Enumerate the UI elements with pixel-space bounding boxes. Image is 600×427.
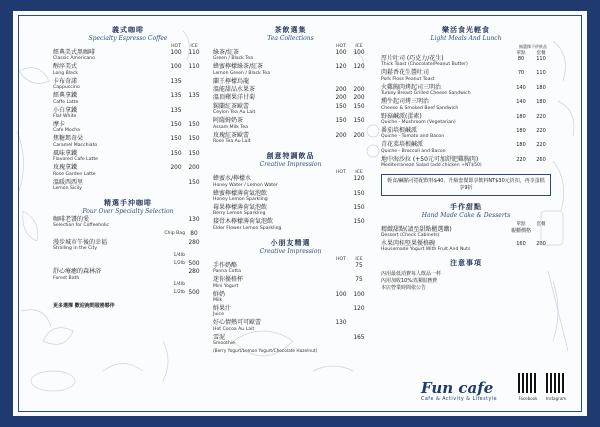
menu-item (213, 191, 368, 204)
pourover-title: 精選手沖咖啡 (104, 199, 152, 208)
item-name-zh: 玫瑰紅茶歐蕾 (213, 131, 250, 139)
item-name-en: Elder Flower Lemon Sparkling (213, 225, 282, 231)
menu-item-name (213, 104, 332, 117)
ice-header: ICE (355, 44, 363, 49)
price-primary: 150 (170, 136, 182, 143)
single-header: 單點 (516, 51, 526, 56)
item-name-zh: 小白拿鐵 (53, 106, 78, 114)
menu-item (213, 219, 368, 232)
menu-item-name (53, 136, 167, 149)
menu-item (213, 50, 368, 63)
item-name-en: Classic Americano (53, 56, 96, 62)
price-primary: 135 (170, 93, 182, 100)
item-name-zh: 厚片吐司 (巧克力/花生) (381, 55, 444, 62)
item-name-zh: 好心情熱可可歐蕾 (213, 319, 262, 327)
facebook-qr-label: Facebook (518, 396, 538, 401)
price-primary: 180 (516, 113, 526, 120)
item-name-en: Flat White (53, 114, 77, 120)
item-name-zh: 鮮果汁 (213, 305, 232, 313)
menu-item (53, 165, 203, 178)
menu-item-name (213, 277, 332, 290)
item-name-zh: 漫步城市午後的幸福 (53, 239, 108, 247)
menu-item-name (53, 50, 167, 63)
menu-item-name (213, 87, 332, 93)
espresso-subtitle: Specialty Espresso Coffee (88, 35, 168, 42)
menu-item (53, 261, 203, 268)
item-name-zh: 經典美式黑咖啡 (53, 49, 96, 56)
dessert-list (381, 227, 551, 254)
price-secondary: 110 (188, 50, 200, 56)
item-name-en: Mediterranean Salad (add chicken +NT$50) (381, 163, 482, 169)
desserts-subtitle: Hand Made Cake & Desserts (421, 211, 511, 219)
tea-subtitle: Tea Collections (267, 35, 314, 42)
tea-list (213, 50, 368, 146)
item-name-en: Housemade Yogurt With Fruit And Nuts (381, 247, 471, 253)
menu-item (53, 231, 203, 238)
menu-item-name (53, 217, 185, 230)
item-name-en: Caffe Latte (53, 99, 79, 105)
item-name-en: Cheese & Smoked Beef Sandwich (381, 105, 459, 111)
item-name-zh: 蘭王檸檬烏龍 (213, 77, 250, 85)
price-primary: 150 (170, 150, 182, 157)
item-name-en: Honey Lemon Sparkling (213, 197, 268, 203)
menu-item (381, 142, 551, 155)
item-name-zh: 迷你優格杯 (213, 276, 244, 284)
menu-item-name (381, 227, 511, 240)
price-primary: 140 (516, 99, 526, 106)
menu-item-name (213, 133, 332, 146)
menu-item (213, 176, 368, 189)
menu-item (53, 122, 203, 135)
menu-item (53, 64, 203, 77)
price-secondary: 100 (353, 50, 365, 56)
item-name-zh: 舒心療癒的森林浴 (53, 268, 102, 276)
item-name-en: Assam Milk Tea (213, 124, 248, 130)
brand-logo (421, 379, 511, 409)
creative-subtitle: Creative Impression (259, 161, 322, 169)
menu-item (381, 70, 551, 83)
item-name-en: Quiche - Mushroom (Vegetarian) (381, 120, 456, 126)
price-primary: 200 (335, 132, 347, 139)
column-coffee (53, 25, 203, 310)
menu-item-name (381, 142, 511, 155)
item-name-en: Green / Black Tea (213, 56, 253, 62)
price-secondary: 220 (536, 142, 546, 149)
menu-item (213, 263, 368, 276)
menu-item-name (53, 180, 167, 193)
menu-item (213, 104, 368, 117)
item-name-zh: 蜂蜜檸檬薄荷氣泡飲 (213, 189, 268, 197)
menu-item (213, 95, 368, 102)
menu-item (53, 290, 203, 297)
notice-line: 本店營業時間依公告 (381, 284, 427, 291)
item-name-zh: 莓果檸檬薄荷氣泡飲 (213, 204, 268, 212)
item-name-zh: 肉鬆香花生醬吐司 (381, 69, 430, 77)
menu-item (53, 93, 203, 106)
price-primary: 200 (335, 86, 347, 93)
kids-title: 小朋友精選 (270, 238, 311, 247)
item-name-en: Pork Floss Peanut Toast (381, 76, 435, 82)
menu-item-name (53, 64, 167, 77)
price-secondary: 200 (353, 132, 365, 139)
set-meal-note: 輕食/鹹點可搭配飲料$40，升級套餐即享飲料NT$30元折扣，再享蛋糕享9折 (381, 174, 551, 196)
price-secondary: 150 (353, 118, 365, 125)
instagram-qr-label: Instagram (545, 396, 567, 401)
price-primary: 500 (188, 260, 200, 267)
hot-header: HOT (336, 256, 346, 262)
column-tea (213, 25, 368, 354)
menu-item-name (381, 85, 511, 98)
item-name-zh: 卡布奇諾 (53, 77, 78, 85)
ice-header: ICE (190, 44, 198, 49)
pourover-subtitle: Pour Over Specialty Selection (82, 208, 174, 216)
light-tag: 無選擇不併飲品 (519, 44, 547, 49)
menu-item (381, 157, 551, 170)
item-name-zh: 水果肉桂堅果優格碗 (381, 240, 436, 248)
logo-tagline: Cafe & Activity & Lifestyle (421, 397, 498, 402)
item-name-zh: 蜂蜜水/檸檬水 (213, 175, 252, 183)
item-name-zh: 溫頂蘋果洋甘菊 (213, 94, 256, 102)
menu-item (381, 227, 551, 240)
item-name-en: Cappuccino (53, 85, 80, 91)
item-name-zh: 手作奶酪 (213, 261, 238, 269)
menu-item (213, 335, 368, 348)
light-subtitle: Light Meals And Lunch (430, 35, 502, 42)
price-secondary: 165 (353, 334, 365, 341)
price-secondary: 180 (536, 84, 546, 91)
menu-item (53, 50, 203, 63)
column-light-meals (381, 25, 551, 292)
price-secondary: 150 (353, 104, 365, 110)
item-name-en: Forest Bath (53, 275, 80, 281)
price-primary: 140 (516, 84, 526, 91)
item-name-zh: 醇淬美式 (53, 63, 78, 71)
price-primary: 280 (188, 269, 200, 276)
menu-item (213, 292, 368, 305)
item-name-zh: 咖啡老饕的愛 (53, 216, 90, 224)
kids-subtitle: Creative Impression (259, 247, 322, 255)
menu-item-name (381, 157, 511, 170)
item-name-en: Long Black (53, 70, 79, 76)
price-secondary: 200 (188, 165, 200, 172)
item-name-en: Selection for Coffeeholic (53, 223, 110, 229)
price-primary: 80 (190, 231, 198, 238)
menu-item (213, 306, 368, 319)
item-name-en: Lemon Sicily (53, 186, 82, 192)
price-primary: 150 (170, 122, 182, 129)
price-secondary: 180 (536, 99, 546, 106)
item-name-en: Flavored Cafe Latte (53, 157, 98, 163)
price-secondary: 110 (188, 64, 200, 71)
menu-item-name (213, 205, 332, 218)
price-secondary: 150 (353, 190, 365, 197)
item-size-note: Chip Bag (164, 231, 185, 237)
item-name-en: Hot Cocoa Au Lait (213, 326, 255, 332)
menu-item (53, 180, 203, 193)
menu-item-name (213, 79, 332, 85)
ice-header: ICE (355, 170, 363, 176)
item-name-en: Strolling in the City (53, 246, 98, 252)
menu-item (381, 114, 551, 127)
menu-item-name (53, 108, 167, 121)
menu-item (381, 128, 551, 141)
item-name-zh: 摩卡 (53, 121, 66, 129)
price-secondary: 135 (188, 93, 200, 100)
item-name-en: Panna Cotta (213, 269, 241, 275)
menu-item-name (381, 114, 511, 127)
menu-item-name (213, 64, 332, 77)
menu-item (381, 241, 551, 254)
item-name-zh: 接骨木檸檬薄荷氣泡飲 (213, 218, 274, 226)
item-size-note: 1/2lb (173, 260, 185, 266)
hot-header: HOT (171, 44, 181, 49)
price-primary: 150 (335, 104, 347, 110)
item-name-zh: 錫蘭紅茶歐蕾 (213, 103, 250, 110)
menu-item-name (213, 292, 332, 305)
espresso-list (53, 50, 203, 192)
item-name-en: Lemon Green / Black Tea (213, 70, 270, 76)
menu-item-name (53, 231, 185, 237)
menu-item-name (381, 70, 511, 83)
menu-item-name (213, 306, 332, 319)
menu-item (381, 85, 551, 98)
price-secondary: 150 (188, 179, 200, 186)
menu-item-name (53, 269, 185, 288)
pourover-list (53, 217, 203, 297)
menu-item-name (53, 79, 167, 92)
smoothie-note: (Berry Yogurt/Lemon Yogurt/Chocolate Hazelnut) (213, 349, 318, 355)
set-header: 套餐 (536, 51, 546, 56)
menu-item-name (53, 240, 185, 259)
item-name-zh: 精緻甜點(請至甜點櫃選購) (381, 225, 452, 233)
menu-item-name (381, 56, 511, 69)
item-name-en: Thick Toast (Chocolate/Peanut Butter) (381, 62, 468, 68)
facebook-qr-icon[interactable] (518, 373, 538, 393)
notice-line: 內用加收10%清潔服務費 (381, 277, 438, 284)
menu-card (13, 11, 587, 416)
item-name-en: Dessert (Check Cabinets) (381, 233, 440, 239)
price-primary: 80 (517, 56, 525, 62)
price-primary: 135 (170, 107, 182, 114)
price-secondary: 120 (353, 64, 365, 71)
menu-item-name (53, 122, 167, 135)
menu-item-name (381, 128, 511, 141)
price-secondary: 75 (355, 262, 363, 269)
item-size-note: 1/2lb (173, 290, 185, 296)
price-primary: 160 (516, 241, 526, 248)
price-primary: 100 (170, 50, 182, 56)
creative-list (213, 176, 368, 232)
menu-item-name (53, 151, 167, 164)
item-name-zh: 野菇鹹派(蛋素) (381, 112, 422, 120)
light-list (381, 56, 551, 170)
price-secondary: 200 (536, 241, 546, 248)
notice-title: 注意事項 (450, 258, 482, 267)
item-name-zh: 溫暖西西里 (53, 178, 84, 186)
menu-item (213, 79, 368, 85)
item-name-zh: 番茄培根鹹派 (381, 127, 418, 135)
item-name-zh: 青花菜培根鹹派 (381, 141, 424, 149)
menu-item (53, 151, 203, 164)
kids-list (213, 263, 368, 348)
light-title: 樂活食光輕食 (442, 26, 490, 34)
price-secondary: 150 (188, 150, 200, 157)
set-header: 套餐 (536, 221, 546, 227)
price-secondary: 150 (188, 122, 200, 129)
item-name-zh: 燻牛起司烤三明治 (381, 98, 430, 106)
item-name-zh: 雪泥 (213, 333, 226, 341)
menu-item (53, 269, 203, 288)
menu-item-name (213, 335, 332, 348)
item-name-en: Caramel Macchiato (53, 142, 98, 148)
menu-item (381, 99, 551, 112)
menu-item (213, 87, 368, 94)
tea-title: 茶飲選集 (274, 26, 307, 34)
price-primary: 500 (188, 290, 200, 297)
price-primary: 200 (170, 165, 182, 172)
item-name-zh: 鮮奶 (213, 290, 226, 298)
item-name-en: Smoothie (213, 341, 235, 347)
price-primary: 180 (516, 142, 526, 149)
menu-item-name (381, 241, 511, 254)
menu-item-name (53, 290, 185, 296)
item-name-zh: 風味拿鐵 (53, 149, 78, 157)
price-secondary: 110 (536, 56, 546, 62)
pourover-footer: 更多選擇 歡迎詢問服務夥伴 (53, 303, 115, 310)
menu-item (53, 217, 203, 230)
price-secondary: 220 (536, 128, 546, 135)
price-secondary: 260 (536, 156, 546, 163)
item-name-en: Juice (213, 312, 224, 318)
menu-item (213, 64, 368, 77)
menu-item-name (213, 95, 332, 101)
instagram-qr-icon[interactable] (546, 373, 566, 393)
item-name-zh: 焦糖瑪奇朵 (53, 135, 84, 143)
price-secondary: 100 (353, 291, 365, 298)
notice-list (381, 271, 551, 292)
price-secondary: 110 (536, 70, 546, 77)
menu-item-name (213, 50, 332, 63)
price-secondary: 200 (353, 95, 365, 102)
menu-item (53, 108, 203, 121)
menu-item-name (53, 261, 185, 267)
price-secondary: 75 (355, 277, 363, 284)
price-primary: 180 (516, 128, 526, 135)
espresso-title: 義式咖啡 (112, 26, 144, 34)
menu-item (213, 118, 368, 131)
item-name-zh: 蜂蜜檸檬綠茶/紅茶 (213, 63, 264, 71)
logo-text: Fun cafe (421, 379, 494, 397)
price-primary: 100 (335, 291, 347, 298)
item-name-en: Quiche - Broccoli and Bacon (381, 148, 446, 154)
price-primary: 100 (335, 50, 347, 56)
item-size-note: 1/4lb (173, 252, 185, 258)
menu-item (213, 277, 368, 290)
creative-title: 創意特調飲品 (266, 152, 315, 161)
hot-header: HOT (336, 44, 346, 49)
price-secondary: 120 (353, 176, 365, 183)
menu-item-name (53, 93, 167, 106)
item-name-en: Berry Lemon Sparkling (213, 211, 266, 217)
price-secondary: 120 (353, 306, 365, 313)
item-name-en: Mini Yogurt (213, 283, 239, 289)
item-name-zh: 綠茶/紅茶 (213, 49, 240, 56)
notice-line: 內用最低消費每人飲品一杯 (381, 270, 442, 277)
menu-item-name (213, 320, 332, 333)
item-size-note: 1/4lb (173, 282, 185, 288)
menu-item (381, 56, 551, 69)
item-name-en: Rose Tea Au Lait (213, 139, 251, 145)
menu-item (213, 320, 368, 333)
price-secondary: 220 (536, 113, 546, 120)
menu-item (213, 133, 368, 146)
item-name-en: Ceylon Tea Au Lait (213, 110, 256, 116)
item-name-zh: 火雞胸肉烤起司三明治 (381, 83, 442, 91)
item-name-en: Quiche - Tomato and Bacon (381, 134, 445, 140)
menu-item (53, 136, 203, 149)
price-primary: 150 (335, 118, 347, 125)
item-name-zh: 經典拿鐵 (53, 92, 78, 100)
price-primary: 70 (517, 70, 525, 77)
price-primary: 135 (170, 78, 182, 85)
price-primary: 100 (170, 64, 182, 71)
ice-header: ICE (355, 256, 363, 262)
item-name-en: Turkey Breast Grilled Cheese Sandwich (381, 91, 471, 97)
item-name-zh: 地中海沙拉 (+50元可加舒肥雞胸肉) (381, 155, 479, 163)
menu-item-name (213, 176, 332, 189)
price-secondary: 150 (353, 205, 365, 212)
item-name-zh: 溫能甜品水果茶 (213, 85, 256, 93)
menu-item-name (213, 219, 332, 232)
menu-item-name (53, 165, 167, 178)
menu-item-name (213, 118, 332, 131)
single-header: 單點 (516, 221, 526, 227)
menu-item (53, 240, 203, 259)
price-primary: 120 (335, 64, 347, 71)
item-name-en: Milk (213, 298, 223, 304)
menu-item-name (213, 191, 332, 204)
desserts-title: 手作甜點 (450, 202, 482, 211)
menu-item-name (213, 263, 332, 276)
item-name-en: Honey Water / Lemon Water (213, 182, 278, 188)
price-primary: 親櫃價格 (511, 227, 532, 234)
price-primary: 200 (335, 95, 347, 102)
item-name-en: Cafe Mocha (53, 128, 80, 134)
price-secondary: 150 (188, 136, 200, 143)
hot-header: HOT (336, 170, 346, 176)
item-name-zh: 阿薩姆奶茶 (213, 117, 244, 125)
price-primary: 220 (516, 156, 526, 163)
menu-item-name (381, 99, 511, 112)
menu-item (213, 205, 368, 218)
price-primary: 130 (188, 217, 200, 224)
price-primary: 130 (335, 320, 347, 327)
price-secondary: 200 (353, 86, 365, 93)
item-name-en: Rose Garden Latte (53, 171, 96, 177)
menu-item (53, 79, 203, 92)
item-name-zh: 玫瑰拿鐵 (53, 164, 78, 172)
price-secondary: 150 (353, 219, 365, 226)
price-primary: 280 (188, 240, 200, 247)
